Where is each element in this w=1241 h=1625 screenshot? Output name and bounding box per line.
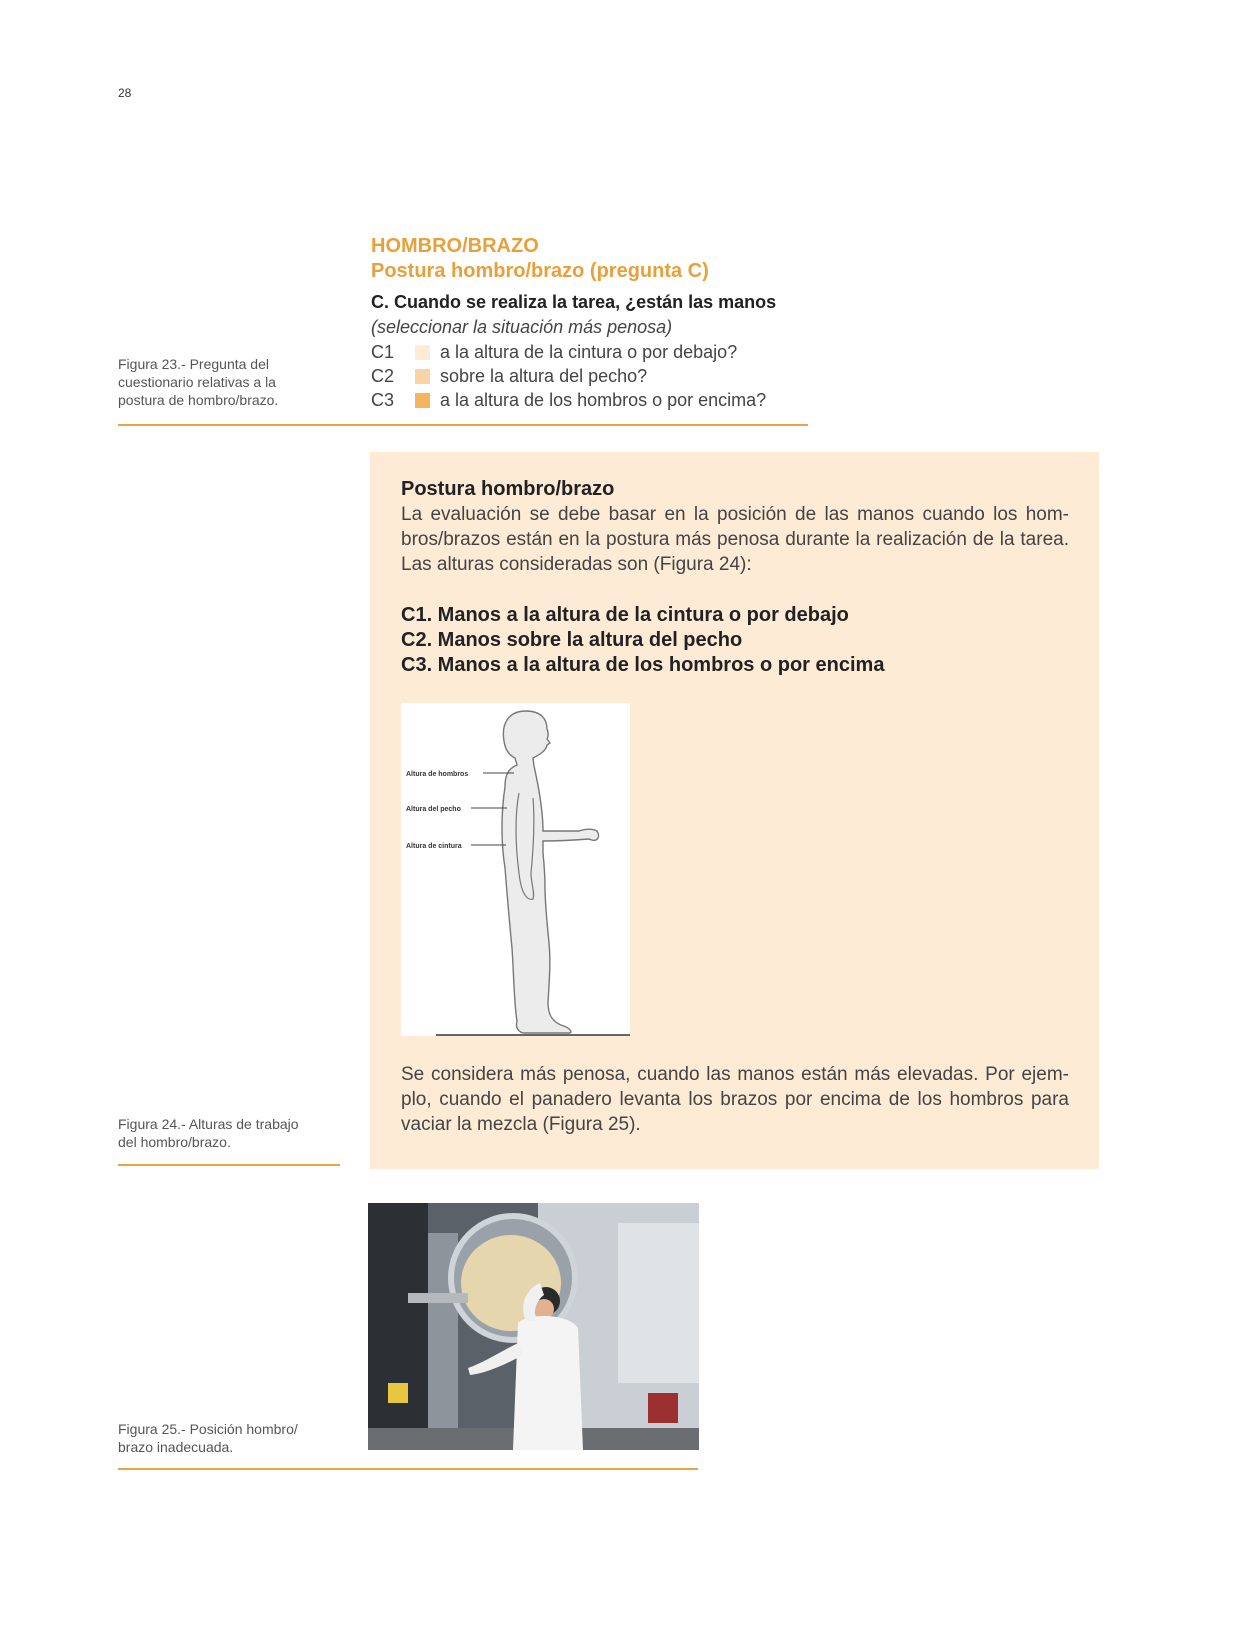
panel-closing-paragraph: Se considera más penosa, cuando las manos están más elevadas. Por ejem-plo, cuando el panadero levanta los brazos por encima de los hombros para vaciar la mezcla (Figura 25). [401, 1064, 1069, 1135]
option-c3 [371, 388, 766, 412]
figure25-caption: Figura 25.- Posición hombro/ brazo inadecuada. [118, 1421, 298, 1455]
figure23-rule [118, 424, 808, 426]
section-subtitle: Postura hombro/brazo (pregunta C) [371, 260, 709, 282]
label-chest: Altura del pecho [406, 806, 461, 813]
panel-paragraph: La evaluación se debe basar en la posición de las manos cuando los hom-bros/brazos están en la postura más penosa durante la realización de la tarea. Las alturas consideradas son (Figura 24): [401, 504, 1069, 575]
option-swatch [415, 393, 430, 408]
question-hint: (seleccionar la situación más penosa) [371, 317, 673, 337]
figure24-caption: Figura 24.- Alturas de trabajo del hombro/brazo. [118, 1116, 299, 1150]
figure25-rule [118, 1468, 698, 1470]
option-text: a la altura de la cintura o por debajo? [440, 341, 738, 362]
page-number: 28 [118, 86, 132, 100]
level-c3: C3. Manos a la altura de los hombros o por encima [401, 654, 885, 676]
section-title: HOMBRO/BRAZO [371, 235, 539, 257]
level-c2: C2. Manos sobre la altura del pecho [401, 629, 743, 651]
option-code: C3 [371, 389, 395, 410]
figure23-caption: Figura 23.- Pregunta del cuestionario relativas a la postura de hombro/brazo. [118, 356, 279, 408]
option-code: C1 [371, 341, 395, 362]
option-c1 [371, 340, 737, 364]
option-code: C2 [371, 365, 395, 386]
level-c1: C1. Manos a la altura de la cintura o por debajo [401, 604, 849, 626]
figure25-photo [368, 1203, 699, 1450]
standing-figure-svg [401, 703, 630, 1036]
question-text: C. Cuando se realiza la tarea, ¿están las manos [371, 292, 777, 312]
panel-title: Postura hombro/brazo [401, 478, 615, 500]
label-shoulders: Altura de hombros [406, 771, 469, 778]
option-text: a la altura de los hombros o por encima? [440, 389, 767, 410]
option-text: sobre la altura del pecho? [440, 365, 648, 386]
label-waist: Altura de cintura [406, 843, 462, 850]
option-c2 [371, 364, 647, 388]
figure24-rule [118, 1164, 340, 1166]
baker-photo-svg [368, 1203, 699, 1450]
option-swatch [415, 369, 430, 384]
figure24-illustration [401, 703, 630, 1036]
option-swatch [415, 345, 430, 360]
